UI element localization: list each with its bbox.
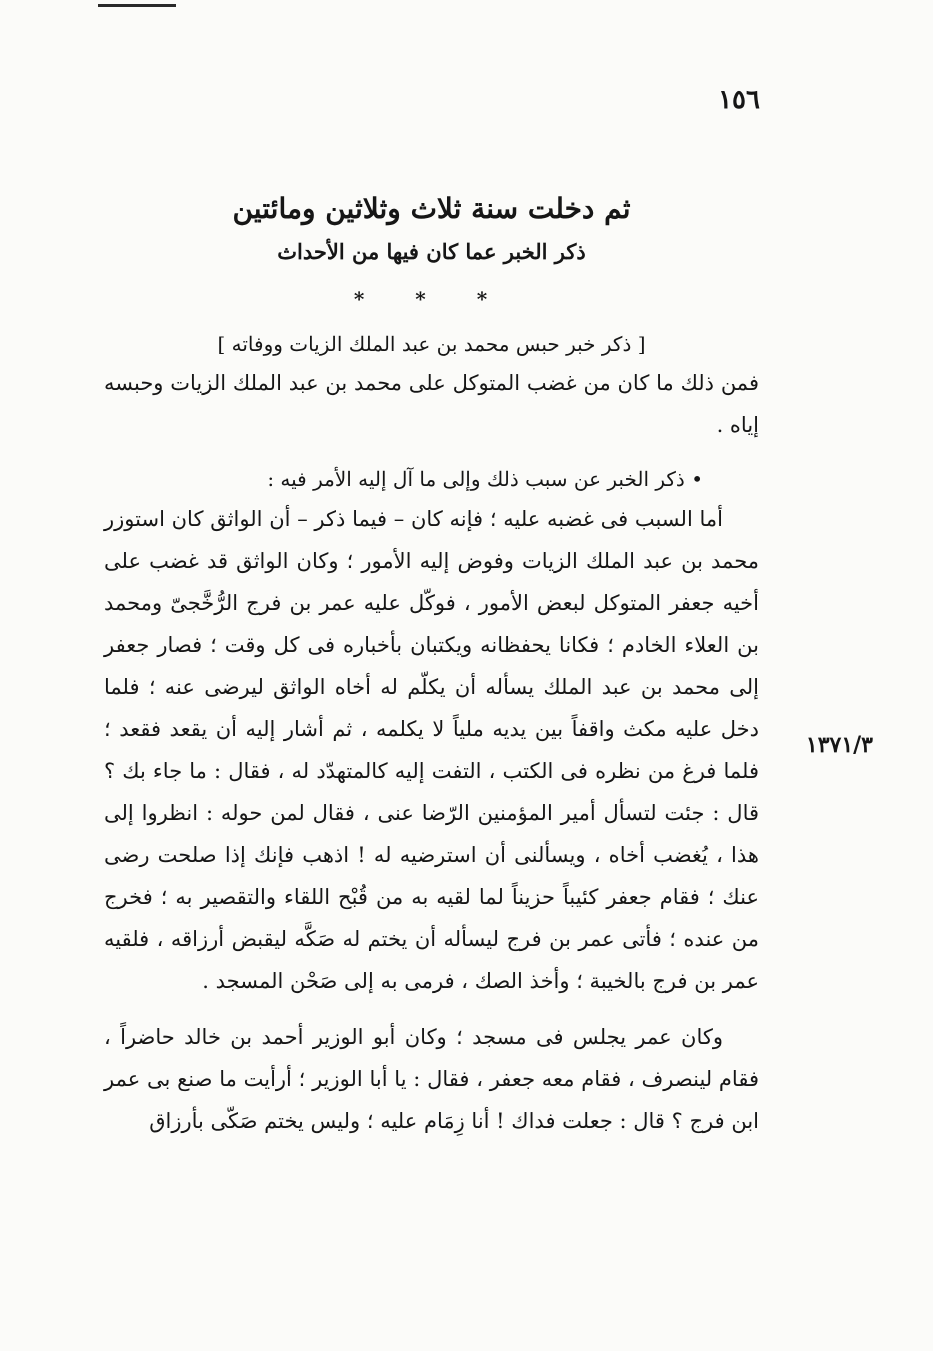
page-content bbox=[104, 186, 759, 1142]
main-paragraph: أما السبب فى غضبه عليه ؛ فإنه كان – فيما ذكر – أن الواثق كان استوزر محمد بن عبد الملك الزيات وفوض إليه الأمور ؛ وكان الواثق قد غضب على أخيه جعفر المتوكل لبعض الأمور ، فوكّل عليه عمر بن فرج الرُّخَّجىّ ومحمد بن العلاء الخادم ؛ فكانا يحفظانه ويكتبان بأخباره فى كل وقت ؛ فصار جعفر إلى محمد بن عبد الملك يسأله أن يكلّم له أخاه الواثق ليرضى عنه ؛ فلما دخل عليه مكث واقفاً بين يديه ملياً لا يكلمه ، ثم أشار إليه أن يقعد فقعد ؛ فلما فرغ من نظره فى الكتب ، التفت إليه كالمتهدّد له ، فقال : ما جاء بك ؟ قال : جئت لتسأل أمير المؤمنين الرّضا عنى ، فقال لمن حوله : انظروا إلى هذا ، يُغضب أخاه ، ويسألنى أن استرضيه له ! اذهب فإنك إذا صلحت رضى عنك ؛ فقام جعفر كئيباً حزيناً لما لقيه به من قُبْح اللقاء والتقصير به ؛ فخرج من عنده ؛ فأتى عمر بن فرج ليسأله أن يختم له صَكَّه ليقبض أرزاقه ، فلقيه عمر بن فرج بالخيبة ؛ وأخذ الصك ، فرمى به إلى صَحْن المسجد . bbox=[104, 507, 759, 993]
chapter-title: ثم دخلت سنة ثلاث وثلاثين ومائتين bbox=[232, 192, 631, 225]
subheading: • ذكر الخبر عن سبب ذلك وإلى ما آل إليه الأمر فيه : bbox=[267, 467, 703, 491]
intro-paragraph: فمن ذلك ما كان من غضب المتوكل على محمد بن عبد الملك الزيات وحبسه إياه . bbox=[104, 371, 759, 437]
top-rule bbox=[98, 4, 176, 7]
page-number: ١٥٦ bbox=[718, 85, 760, 115]
margin-page-reference: ١٣٧١/٣ bbox=[805, 732, 873, 758]
last-paragraph: وكان عمر يجلس فى مسجد ؛ وكان أبو الوزير أحمد بن خالد حاضراً ، فقام لينصرف ، فقام معه جعفر ، فقال : يا أبا الوزير ؛ أرأيت ما صنع بى عمر ابن فرج ؟ قال : جعلت فداك ! أنا زِمَام عليه ؛ وليس يختم صَكّى بأرزاق bbox=[104, 1025, 759, 1133]
chapter-subtitle: ذكر الخبر عما كان فيها من الأحداث bbox=[277, 239, 586, 264]
section-heading: [ ذكر خبر حبس محمد بن عبد الملك الزيات ووفاته ] bbox=[217, 332, 646, 356]
paragraph-gap bbox=[104, 1002, 759, 1016]
ornamental-separator: * * * bbox=[353, 287, 510, 311]
